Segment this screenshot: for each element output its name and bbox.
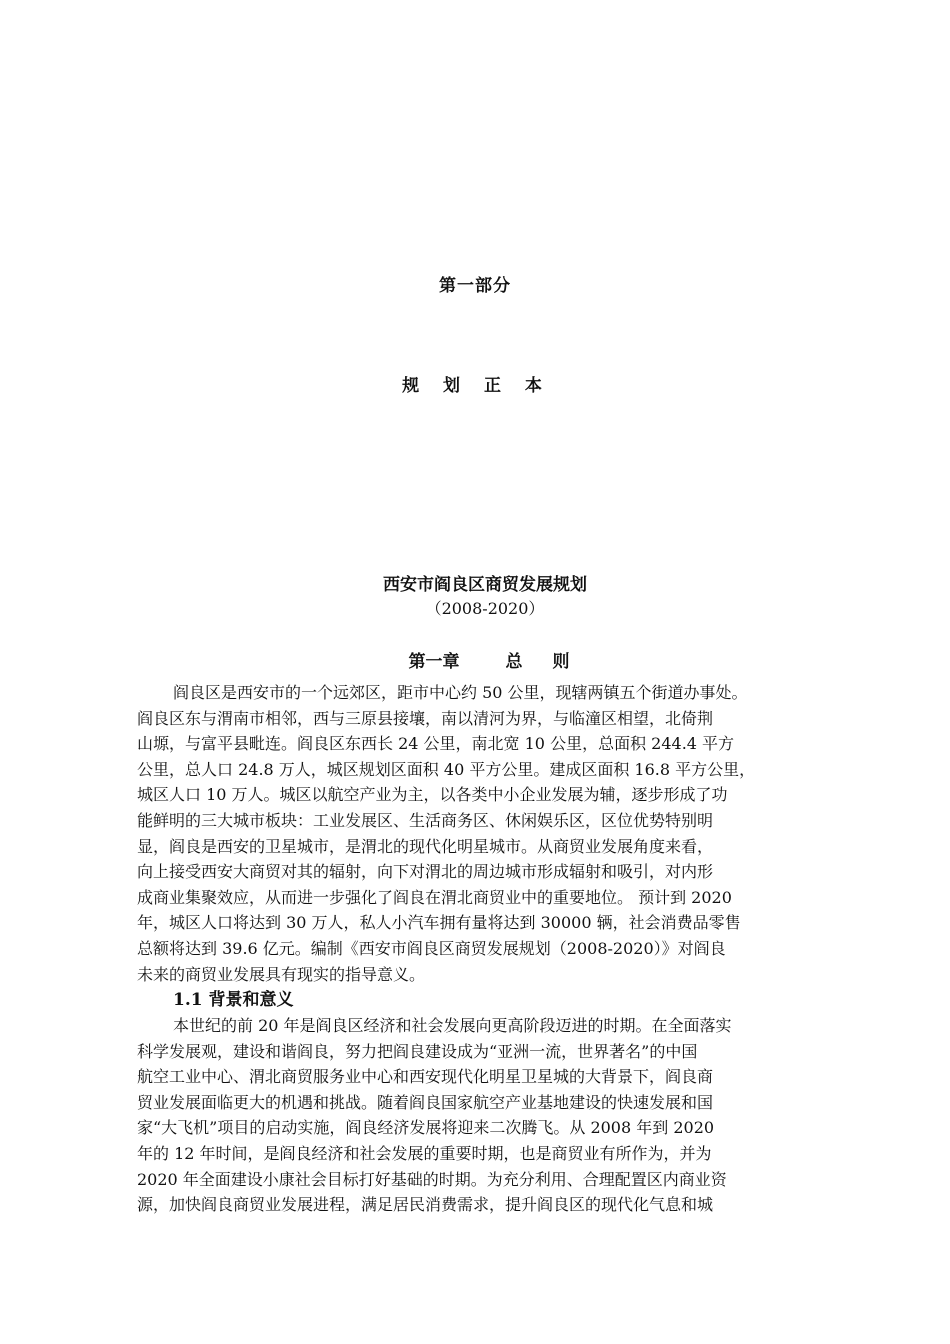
chapter-heading — [0, 647, 950, 672]
paragraph-line: 航空工业中心、渭北商贸服务业中心和西安现代化明星卫星城的大背景下，阎良商 — [137, 1067, 714, 1087]
part-title: 第一部分 — [439, 276, 511, 296]
paragraph-line: 城区人口 10 万人。城区以航空产业为主，以各类中小企业发展为辅，逐步形成了功 — [137, 785, 728, 805]
paragraph-line: 本世纪的前 20 年是阎良区经济和社会发展向更高阶段迈进的时期。在全面落实 — [173, 1016, 732, 1035]
paragraph-line: 能鲜明的三大城市板块：工业发展区、生活商务区、休闲娱乐区，区位优势特别明 — [137, 810, 714, 830]
paragraph-line: 未来的商贸业发展具有现实的指导意义。 — [137, 964, 426, 984]
paragraph-line: 源，加快阎良商贸业发展进程，满足居民消费需求，提升阎良区的现代化气息和城 — [137, 1195, 714, 1215]
paragraph-line: 公里，总人口 24.8 万人，城区规划区面积 40 平方公里。建成区面积 16.8 平方公里， — [137, 759, 756, 779]
section-heading-1-1: 1.1 背景和意义 — [173, 990, 294, 1010]
section-title: 规 划 正 本 — [402, 376, 548, 396]
paragraph-line: 成商业集聚效应，从而进一步强化了阎良在渭北商贸业中的重要地位。 预计到 2020 — [137, 887, 732, 907]
background-paragraph — [137, 1013, 857, 1218]
paragraph-line: 阎良区东与渭南市相邻，西与三原县接壤，南以清河为界，与临潼区相望，北倚荆 — [137, 708, 714, 728]
paragraph-line: 科学发展观，建设和谐阎良，努力把阎良建设成为“亚洲一流，世界著名”的中国 — [137, 1041, 698, 1061]
paragraph-line: 年，城区人口将达到 30 万人，私人小汽车拥有量将达到 30000 辆，社会消费品零售 — [137, 913, 741, 933]
paragraph-line: 显，阎良是西安的卫星城市，是渭北的现代化明星城市。从商贸业发展角度来看， — [137, 836, 714, 856]
chapter-number: 第一章 — [408, 652, 460, 672]
chapter-name: 总 则 — [505, 652, 582, 672]
paragraph-line: 山塬，与富平县毗连。阎良区东西长 24 公里，南北宽 10 公里，总面积 244.4 平方 — [137, 734, 735, 754]
paragraph-line: 家“大飞机”项目的启动实施，阎良经济发展将迎来二次腾飞。从 2008 年到 2020 — [137, 1118, 715, 1138]
paragraph-line: 2020 年全面建设小康社会目标打好基础的时期。为充分利用、合理配置区内商业资 — [137, 1169, 727, 1189]
paragraph-line: 总额将达到 39.6 亿元。编制《西安市阎良区商贸发展规划（2008-2020）》对阎良 — [137, 938, 726, 958]
paragraph-line: 向上接受西安大商贸对其的辐射，向下对渭北的周边城市形成辐射和吸引，对内形 — [137, 862, 714, 882]
document-years: （2008-2020） — [425, 599, 545, 618]
paragraph-line: 阎良区是西安市的一个远郊区，距市中心约 50 公里，现辖两镇五个街道办事处。 — [173, 683, 748, 702]
paragraph-line: 年的 12 年时间，是阎良经济和社会发展的重要时期，也是商贸业有所作为，并为 — [137, 1143, 712, 1163]
intro-paragraph — [137, 680, 857, 987]
paragraph-line: 贸业发展面临更大的机遇和挑战。随着阎良国家航空产业基地建设的快速发展和国 — [137, 1092, 714, 1112]
document-title: 西安市阎良区商贸发展规划 — [383, 575, 587, 595]
